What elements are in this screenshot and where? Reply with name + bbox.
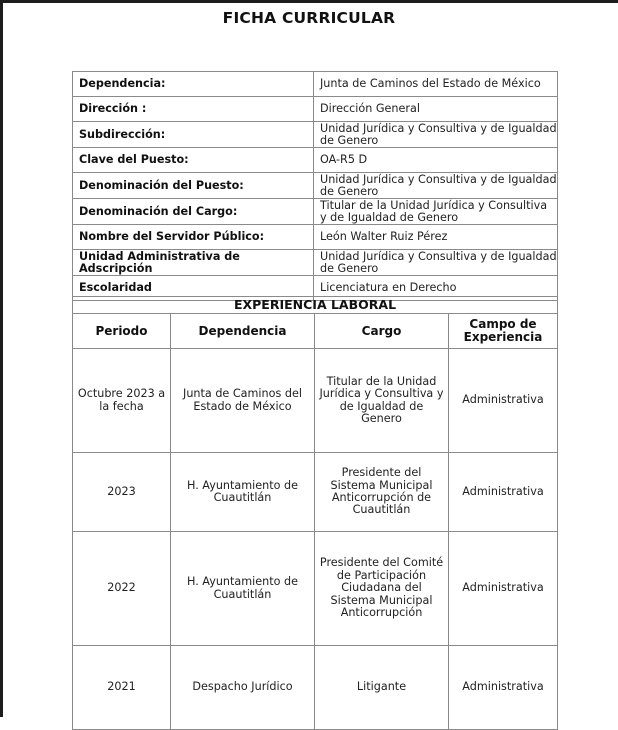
info-row-clave-puesto — [73, 148, 558, 173]
cell-cargo-text: Presidente del Sistema Municipal Anticorrupción de Cuautitlán — [330, 466, 433, 517]
info-label: Dirección : — [73, 97, 314, 122]
cell-campo: Administrativa — [449, 349, 558, 453]
window-frame-left — [0, 0, 3, 717]
info-value: León Walter Ruiz Pérez — [314, 225, 558, 250]
cell-periodo-text: Octubre 2023 a la fecha — [77, 387, 166, 413]
info-value: Titular de la Unidad Jurídica y Consultiva y de Igualdad de Genero — [314, 199, 558, 225]
info-label: Denominación del Cargo: — [73, 199, 314, 225]
experience-section-header-row — [73, 297, 558, 314]
column-header-cargo: Cargo — [315, 314, 449, 349]
cell-campo: Administrativa — [449, 453, 558, 532]
column-header-dependencia: Dependencia — [171, 314, 315, 349]
cell-dependencia — [171, 532, 315, 646]
info-value: Dirección General — [314, 97, 558, 122]
info-row-direccion — [73, 97, 558, 122]
cell-periodo: 2022 — [73, 532, 171, 646]
cell-cargo — [315, 532, 449, 646]
cell-dependencia: Despacho Jurídico — [171, 646, 315, 730]
info-row-unidad-adscripcion — [73, 250, 558, 276]
info-label: Clave del Puesto: — [73, 148, 314, 173]
cell-dependencia — [171, 453, 315, 532]
table-row — [73, 349, 558, 453]
info-row-subdireccion — [73, 122, 558, 148]
cell-dependencia-text: H. Ayuntamiento de Cuautitlán — [186, 478, 299, 504]
cell-cargo: Litigante — [315, 646, 449, 730]
cell-dependencia-text: Junta de Caminos del Estado de México — [183, 387, 302, 413]
info-label: Dependencia: — [73, 72, 314, 97]
info-label: Denominación del Puesto: — [73, 173, 314, 199]
info-value: Unidad Jurídica y Consultiva y de Igualdad de Genero — [314, 122, 558, 148]
experience-section-title: EXPERIENCIA LABORAL — [73, 297, 558, 314]
info-value: Licenciatura en Derecho — [314, 276, 558, 301]
info-label: Subdirección: — [73, 122, 314, 148]
info-label: Unidad Administrativa de Adscripción — [73, 250, 314, 276]
cell-periodo: 2023 — [73, 453, 171, 532]
cell-dependencia — [171, 349, 315, 453]
info-row-denominacion-puesto — [73, 173, 558, 199]
personal-info-table — [72, 71, 558, 301]
cell-dependencia-text: H. Ayuntamiento de Cuautitlán — [186, 575, 299, 601]
info-value: Junta de Caminos del Estado de México — [314, 72, 558, 97]
column-header-campo — [449, 314, 558, 349]
cell-campo: Administrativa — [449, 532, 558, 646]
cell-campo: Administrativa — [449, 646, 558, 730]
table-row — [73, 532, 558, 646]
cell-periodo — [73, 349, 171, 453]
cell-periodo: 2021 — [73, 646, 171, 730]
experience-table — [72, 296, 558, 730]
info-row-dependencia — [73, 72, 558, 97]
cell-cargo-text: Titular de la Unidad Jurídica y Consultiva y de Igualdad de Genero — [319, 374, 444, 425]
document-title: FICHA CURRICULAR — [222, 9, 396, 27]
info-value: Unidad Jurídica y Consultiva y de Igualdad de Genero — [314, 250, 558, 276]
info-row-denominacion-cargo — [73, 199, 558, 225]
cell-cargo — [315, 453, 449, 532]
info-label: Nombre del Servidor Público: — [73, 225, 314, 250]
window-frame-top — [0, 0, 618, 3]
column-header-periodo: Periodo — [73, 314, 171, 349]
info-row-servidor-publico — [73, 225, 558, 250]
cell-cargo — [315, 349, 449, 453]
table-row — [73, 453, 558, 532]
info-value: Unidad Jurídica y Consultiva y de Igualdad de Genero — [314, 173, 558, 199]
info-label: Escolaridad — [73, 276, 314, 301]
column-header-campo-label: Campo de Experiencia — [463, 317, 543, 344]
cell-cargo-text: Presidente del Comité de Participación Ciudadana del Sistema Municipal Anticorrupción — [319, 556, 444, 620]
experience-column-headers — [73, 314, 558, 349]
info-value: OA-R5 D — [314, 148, 558, 173]
